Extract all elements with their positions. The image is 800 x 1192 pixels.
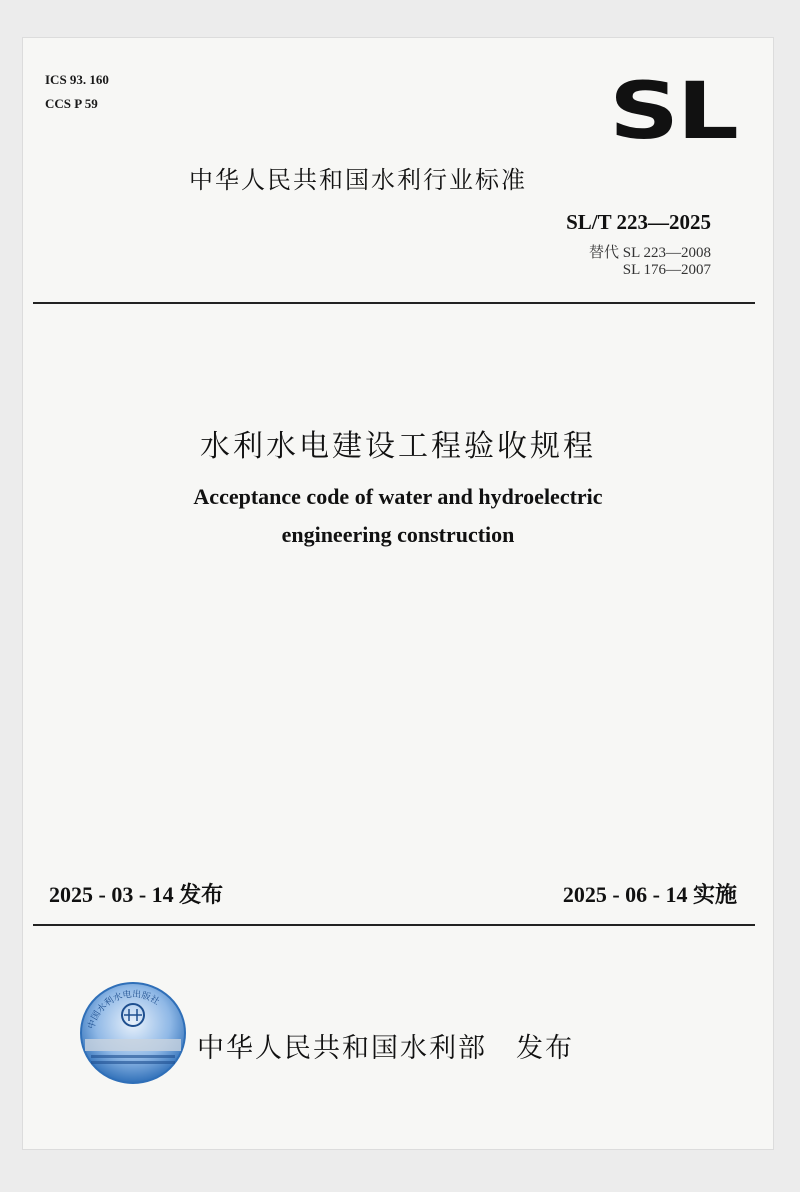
sl-logo: SL [609, 67, 737, 157]
ics-code: ICS 93. 160 [45, 72, 109, 87]
anti-counterfeit-seal-icon [79, 981, 187, 1085]
replaces-line-1: 替代 SL 223—2008 [589, 245, 711, 261]
ccs-code: CCS P 59 [45, 96, 98, 111]
issue-date: 2025 - 03 - 14 发布 [49, 882, 224, 907]
cover-page [22, 37, 774, 1150]
publisher: 中华人民共和国水利部 发布 [197, 1033, 574, 1064]
title-chinese: 水利水电建设工程验收规程 [200, 429, 596, 464]
title-english-line-1: Acceptance code of water and hydroelectric [193, 484, 603, 509]
title-english-line-2: engineering construction [281, 522, 515, 547]
seal-text: 中国水利水电出版社 [86, 989, 161, 1031]
standard-number: SL/T 223—2025 [566, 210, 711, 234]
header-divider [33, 302, 755, 304]
industry-standard-title: 中华人民共和国水利行业标准 [189, 166, 527, 194]
footer-divider [33, 924, 755, 926]
replaces-line-2: SL 176—2007 [622, 262, 711, 278]
implementation-date: 2025 - 06 - 14 实施 [562, 882, 737, 907]
